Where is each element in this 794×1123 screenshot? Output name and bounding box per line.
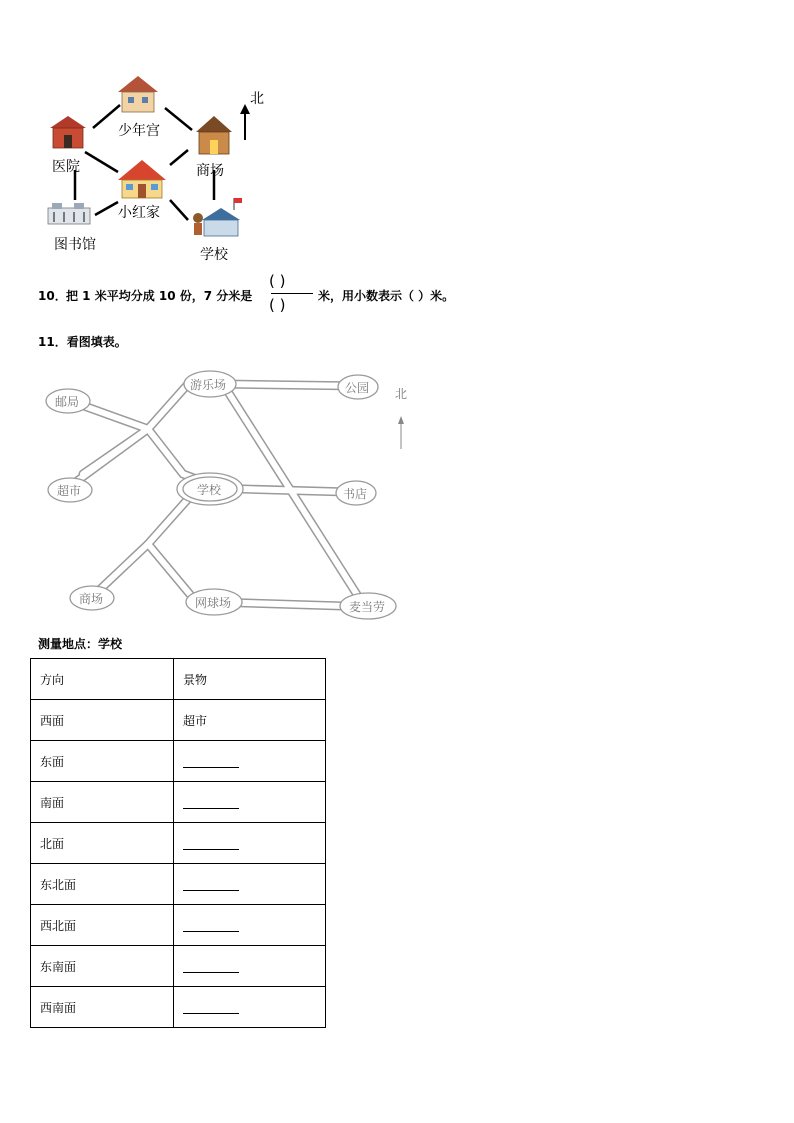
fraction-bar — [271, 293, 313, 294]
row-scene-cell — [174, 987, 326, 1028]
row-scene-cell — [174, 782, 326, 823]
q10-numerator-blank[interactable]: ( ) — [269, 272, 286, 290]
label-hospital: 医院 — [52, 159, 80, 175]
q10-text-part2: 米，用小数表示（ ）米。 — [318, 289, 455, 303]
label-amusement-park: 游乐场 — [190, 378, 227, 392]
row-scene-cell — [174, 946, 326, 987]
q10-denominator-blank[interactable]: ( ) — [269, 296, 286, 314]
label-school: 学校 — [200, 247, 228, 263]
row-direction: 东南面 — [31, 946, 174, 987]
row-direction: 东面 — [31, 741, 174, 782]
youth-palace-icon — [118, 76, 158, 112]
question-10 — [38, 272, 738, 316]
label-mcdonalds: 麦当劳 — [349, 600, 386, 614]
xiaohong-home-icon — [118, 160, 166, 198]
answer-blank[interactable] — [183, 960, 239, 973]
north-arrow-icon — [240, 104, 250, 114]
label-bookstore: 书店 — [343, 487, 368, 501]
map2-roads — [38, 364, 418, 624]
measure-location-caption: 测量地点：学校 — [38, 637, 123, 651]
table-row — [31, 823, 326, 864]
line-hospital-home — [85, 152, 118, 172]
mall-icon — [196, 116, 232, 154]
row-direction: 西面 — [31, 700, 174, 741]
table-row — [31, 987, 326, 1028]
library-icon — [48, 203, 90, 224]
answer-blank[interactable] — [183, 1001, 239, 1014]
hospital-icon — [50, 116, 86, 148]
direction-table — [30, 658, 326, 1028]
row-direction: 南面 — [31, 782, 174, 823]
row-direction: 东北面 — [31, 864, 174, 905]
answer-blank[interactable] — [183, 878, 239, 891]
table-row — [31, 782, 326, 823]
label-tennis-court: 网球场 — [195, 596, 232, 610]
line-youth-palace-mall — [165, 108, 192, 130]
line-home-mall — [170, 150, 188, 165]
table-row — [31, 905, 326, 946]
label-post-office: 邮局 — [55, 395, 80, 409]
row-direction: 北面 — [31, 823, 174, 864]
label-park: 公园 — [345, 381, 370, 395]
table-header-row — [31, 659, 326, 700]
line-hospital-youth-palace — [93, 105, 120, 128]
label-mall: 商场 — [196, 163, 224, 179]
line-library-home — [95, 202, 118, 215]
q10-fraction-blank[interactable] — [271, 272, 313, 316]
answer-blank[interactable] — [183, 837, 239, 850]
q10-number: 10． — [38, 289, 67, 303]
answer-blank[interactable] — [183, 919, 239, 932]
row-direction: 西北面 — [31, 905, 174, 946]
label-library: 图书馆 — [54, 237, 96, 253]
row-scene-cell — [174, 741, 326, 782]
row-direction: 西南面 — [31, 987, 174, 1028]
row-scene-cell — [174, 864, 326, 905]
question-11-label: 11．看图填表。 — [38, 335, 127, 349]
answer-blank[interactable] — [183, 796, 239, 809]
map-xiaohong-neighborhood — [30, 70, 290, 270]
map-school-neighborhood — [38, 364, 418, 624]
label-youth-palace: 少年宫 — [118, 123, 160, 139]
answer-blank[interactable] — [183, 755, 239, 768]
table-row — [31, 700, 326, 741]
map1-north-label: 北 — [250, 91, 264, 107]
label-xiaohong-home: 小红家 — [118, 205, 160, 221]
table-row — [31, 741, 326, 782]
label-mall: 商场 — [79, 592, 104, 606]
label-school: 学校 — [197, 483, 222, 497]
row-scene-cell — [174, 823, 326, 864]
header-direction: 方向 — [31, 659, 174, 700]
label-supermarket: 超市 — [57, 484, 82, 498]
map2-north-arrow-icon — [398, 416, 404, 424]
line-home-school — [170, 200, 188, 220]
map2-north-label: 北 — [395, 387, 408, 401]
row-scene-cell — [174, 905, 326, 946]
table-row — [31, 946, 326, 987]
school-icon — [193, 198, 242, 236]
header-scene: 景物 — [174, 659, 326, 700]
table-row — [31, 864, 326, 905]
q10-text-part1: 把 1 米平均分成 10 份，7 分米是 — [66, 289, 253, 303]
row-scene: 超市 — [174, 700, 326, 741]
